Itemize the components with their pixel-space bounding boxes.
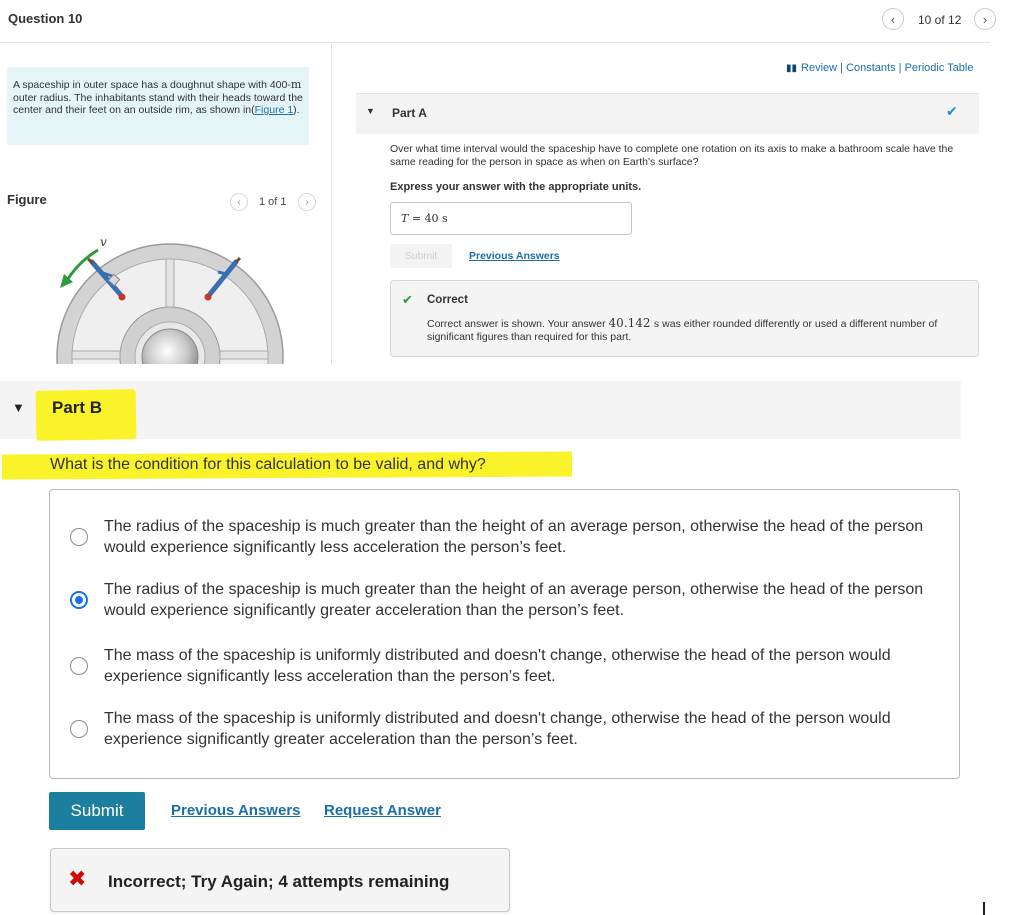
resources-links: ▮▮ Review | Constants | Periodic Table xyxy=(786,62,974,74)
figure-next-button[interactable] xyxy=(298,193,316,211)
part-a-submit-button[interactable]: Submit xyxy=(390,244,452,268)
figure-previous-button[interactable] xyxy=(230,193,248,211)
caret-down-icon[interactable]: ▼ xyxy=(366,106,375,116)
option-label: The radius of the spaceship is much greater than the height of an average person, otherwise the head of the person would experience significantly less acceleration the person’s feet. xyxy=(104,518,924,556)
option-label: The mass of the spaceship is uniformly distributed and doesn't change, otherwise the head of the person would experience significantly less acceleration than the person’s feet. xyxy=(104,647,891,685)
spaceship-figure[interactable] xyxy=(40,232,320,364)
part-a-header[interactable] xyxy=(356,93,979,134)
text-cursor xyxy=(983,902,985,915)
check-icon: ✔ xyxy=(946,103,958,119)
part-a-previous-answers-link[interactable]: Previous Answers xyxy=(469,250,560,262)
part-b-submit-button[interactable]: Submit xyxy=(49,792,145,830)
answer-option[interactable] xyxy=(70,516,940,558)
part-a-question: Over what time interval would the spaceship have to complete one rotation on its axis to make a bathroom scale have the same reading for the person in space as when on Earth's surface? xyxy=(390,143,954,168)
header-divider xyxy=(0,42,990,43)
answer-option[interactable] xyxy=(70,645,940,687)
previous-question-button[interactable] xyxy=(882,8,904,30)
velocity-label: v xyxy=(100,235,107,249)
request-answer-link[interactable]: Request Answer xyxy=(324,802,441,819)
incorrect-x-icon: ✖ xyxy=(68,866,87,891)
part-a-instruction: Express your answer with the appropriate units. xyxy=(390,181,642,193)
chevron-left-icon: ‹ xyxy=(237,196,241,208)
problem-statement: A spaceship in outer space has a doughnut shape with 400-m outer radius. The inhabitants stand with their heads toward the center and their feet on an outside rim, as shown in(Figure 1). xyxy=(7,67,309,145)
part-b-title: Part B xyxy=(52,398,103,417)
next-question-button[interactable] xyxy=(974,8,996,30)
part-b-previous-answers-link[interactable]: Previous Answers xyxy=(171,802,301,819)
radio-button[interactable] xyxy=(70,657,88,675)
periodic-table-link[interactable]: Periodic Table xyxy=(904,62,974,74)
option-label: The radius of the spaceship is much greater than the height of an average person, otherwise the head of the person would experience significantly greater acceleration than the person’s feet. xyxy=(104,581,924,619)
correct-check-icon: ✔ xyxy=(402,292,413,307)
panel-divider xyxy=(331,44,332,364)
question-counter: 10 of 12 xyxy=(918,13,962,27)
feedback-text: Correct answer is shown. Your answer 40.142 s was either rounded differently or used a different number of significant figures than required for this part. xyxy=(427,316,938,343)
incorrect-feedback-text: Incorrect; Try Again; 4 attempts remaining xyxy=(108,872,450,891)
figure-counter: 1 of 1 xyxy=(259,196,287,208)
radio-button[interactable] xyxy=(70,528,88,546)
review-link[interactable]: Review xyxy=(801,62,838,74)
radio-button[interactable] xyxy=(70,720,88,738)
constants-link[interactable]: Constants xyxy=(846,62,896,74)
chevron-left-icon: ‹ xyxy=(890,11,896,27)
part-a-answer-field[interactable]: T = 40 s xyxy=(390,202,632,235)
book-icon: ▮▮ xyxy=(786,63,798,74)
part-b-header[interactable] xyxy=(0,381,961,439)
figure-link[interactable]: Figure 1 xyxy=(254,104,294,116)
feedback-title: Correct xyxy=(427,294,468,306)
answer-option[interactable] xyxy=(70,579,940,621)
answer-option[interactable] xyxy=(70,708,940,750)
radio-button[interactable] xyxy=(70,591,88,609)
part-a-title: Part A xyxy=(392,106,427,120)
chevron-right-icon: › xyxy=(982,11,988,27)
question-title: Question 10 xyxy=(8,11,83,26)
figure-title: Figure xyxy=(7,192,47,207)
caret-down-icon[interactable]: ▼ xyxy=(12,400,25,415)
option-label: The mass of the spaceship is uniformly distributed and doesn't change, otherwise the head of the person would experience significantly greater acceleration than the person’s feet. xyxy=(104,710,891,748)
part-b-question: What is the condition for this calculation to be valid, and why? xyxy=(50,456,486,473)
chevron-right-icon: › xyxy=(305,196,309,208)
